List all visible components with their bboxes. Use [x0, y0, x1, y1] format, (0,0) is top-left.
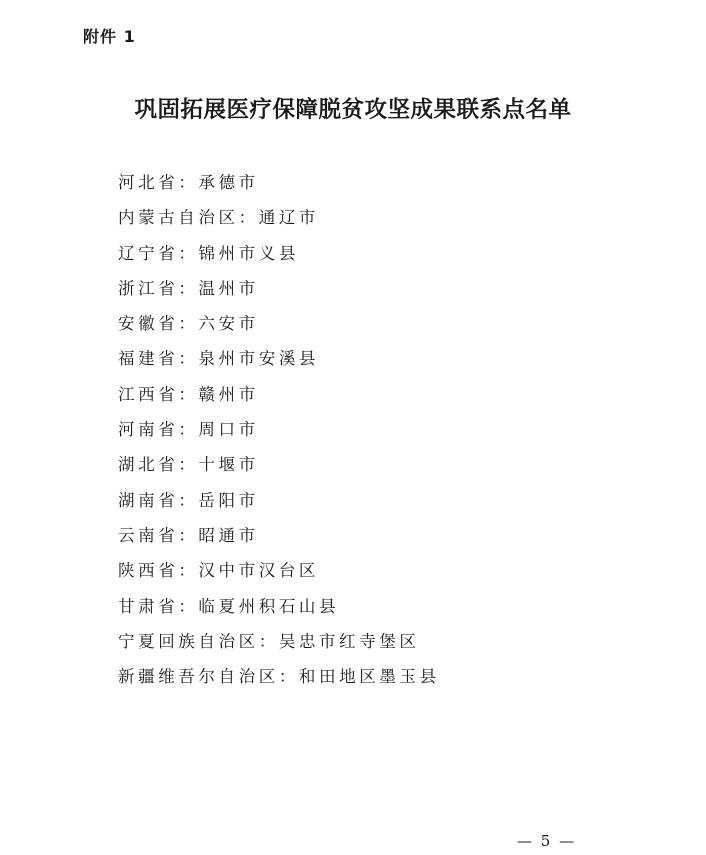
separator: ：: [178, 596, 199, 616]
list-item: [118, 310, 440, 345]
document-title: 巩固拓展医疗保障脱贫攻坚成果联系点名单: [134, 97, 572, 123]
separator: ：: [258, 631, 279, 651]
location-name: 十堰市: [198, 455, 259, 475]
location-name: 赣州市: [198, 384, 259, 404]
region-name: 河南省: [118, 420, 179, 440]
location-name: 承德市: [198, 173, 259, 192]
separator: ：: [178, 561, 199, 581]
location-name: 锦州市义县: [198, 243, 299, 263]
region-name: 陕西省: [118, 561, 179, 581]
location-name: 温州市: [198, 278, 259, 298]
location-name: 泉州市安溪县: [198, 349, 320, 369]
region-name: 宁夏回族自治区: [118, 631, 259, 651]
separator: ：: [238, 208, 259, 228]
region-name: 辽宁省: [118, 243, 179, 263]
region-name: 甘肃省: [118, 596, 179, 616]
list-item: [118, 487, 440, 522]
region-name: 内蒙古自治区: [118, 208, 239, 228]
separator: ：: [178, 349, 199, 369]
region-name: 江西省: [118, 384, 179, 404]
region-name: 湖北省: [118, 455, 179, 475]
region-name: 河北省: [118, 173, 179, 192]
location-name: 岳阳市: [198, 490, 259, 510]
list-item: [118, 628, 440, 663]
list-item: [118, 169, 440, 204]
separator: ：: [178, 455, 199, 475]
list-item: [118, 275, 440, 310]
region-name: 安徽省: [118, 314, 179, 334]
attachment-label: 附件 1: [83, 27, 136, 46]
list-item: [118, 416, 440, 451]
location-name: 和田地区墨玉县: [298, 667, 440, 687]
separator: ：: [178, 173, 199, 192]
location-name: 汉中市汉台区: [198, 561, 320, 581]
region-name: 福建省: [118, 349, 179, 369]
region-name: 湖南省: [118, 490, 179, 510]
list-item: [118, 345, 440, 380]
contact-point-list: [118, 169, 440, 698]
location-name: 吴忠市红寺堡区: [278, 631, 420, 651]
separator: ：: [178, 525, 199, 545]
separator: ：: [278, 667, 299, 687]
location-name: 临夏州积石山县: [198, 596, 340, 616]
separator: ：: [178, 243, 199, 263]
separator: ：: [178, 420, 199, 440]
region-name: 浙江省: [118, 278, 179, 298]
region-name: 云南省: [118, 525, 179, 545]
separator: ：: [178, 490, 199, 510]
location-name: 昭通市: [198, 525, 259, 545]
location-name: 周口市: [198, 420, 259, 440]
list-item: [118, 593, 440, 628]
separator: ：: [178, 278, 199, 298]
page-number: — 5 —: [517, 832, 577, 850]
list-item: [118, 381, 440, 416]
list-item: [118, 522, 440, 557]
separator: ：: [178, 314, 199, 334]
list-item: [118, 204, 440, 239]
list-item: [118, 557, 440, 592]
separator: ：: [178, 384, 199, 404]
list-item: [118, 663, 440, 698]
region-name: 新疆维吾尔自治区: [118, 667, 279, 687]
list-item: [118, 451, 440, 486]
list-item: [118, 240, 440, 275]
location-name: 六安市: [198, 314, 259, 334]
location-name: 通辽市: [258, 208, 320, 228]
